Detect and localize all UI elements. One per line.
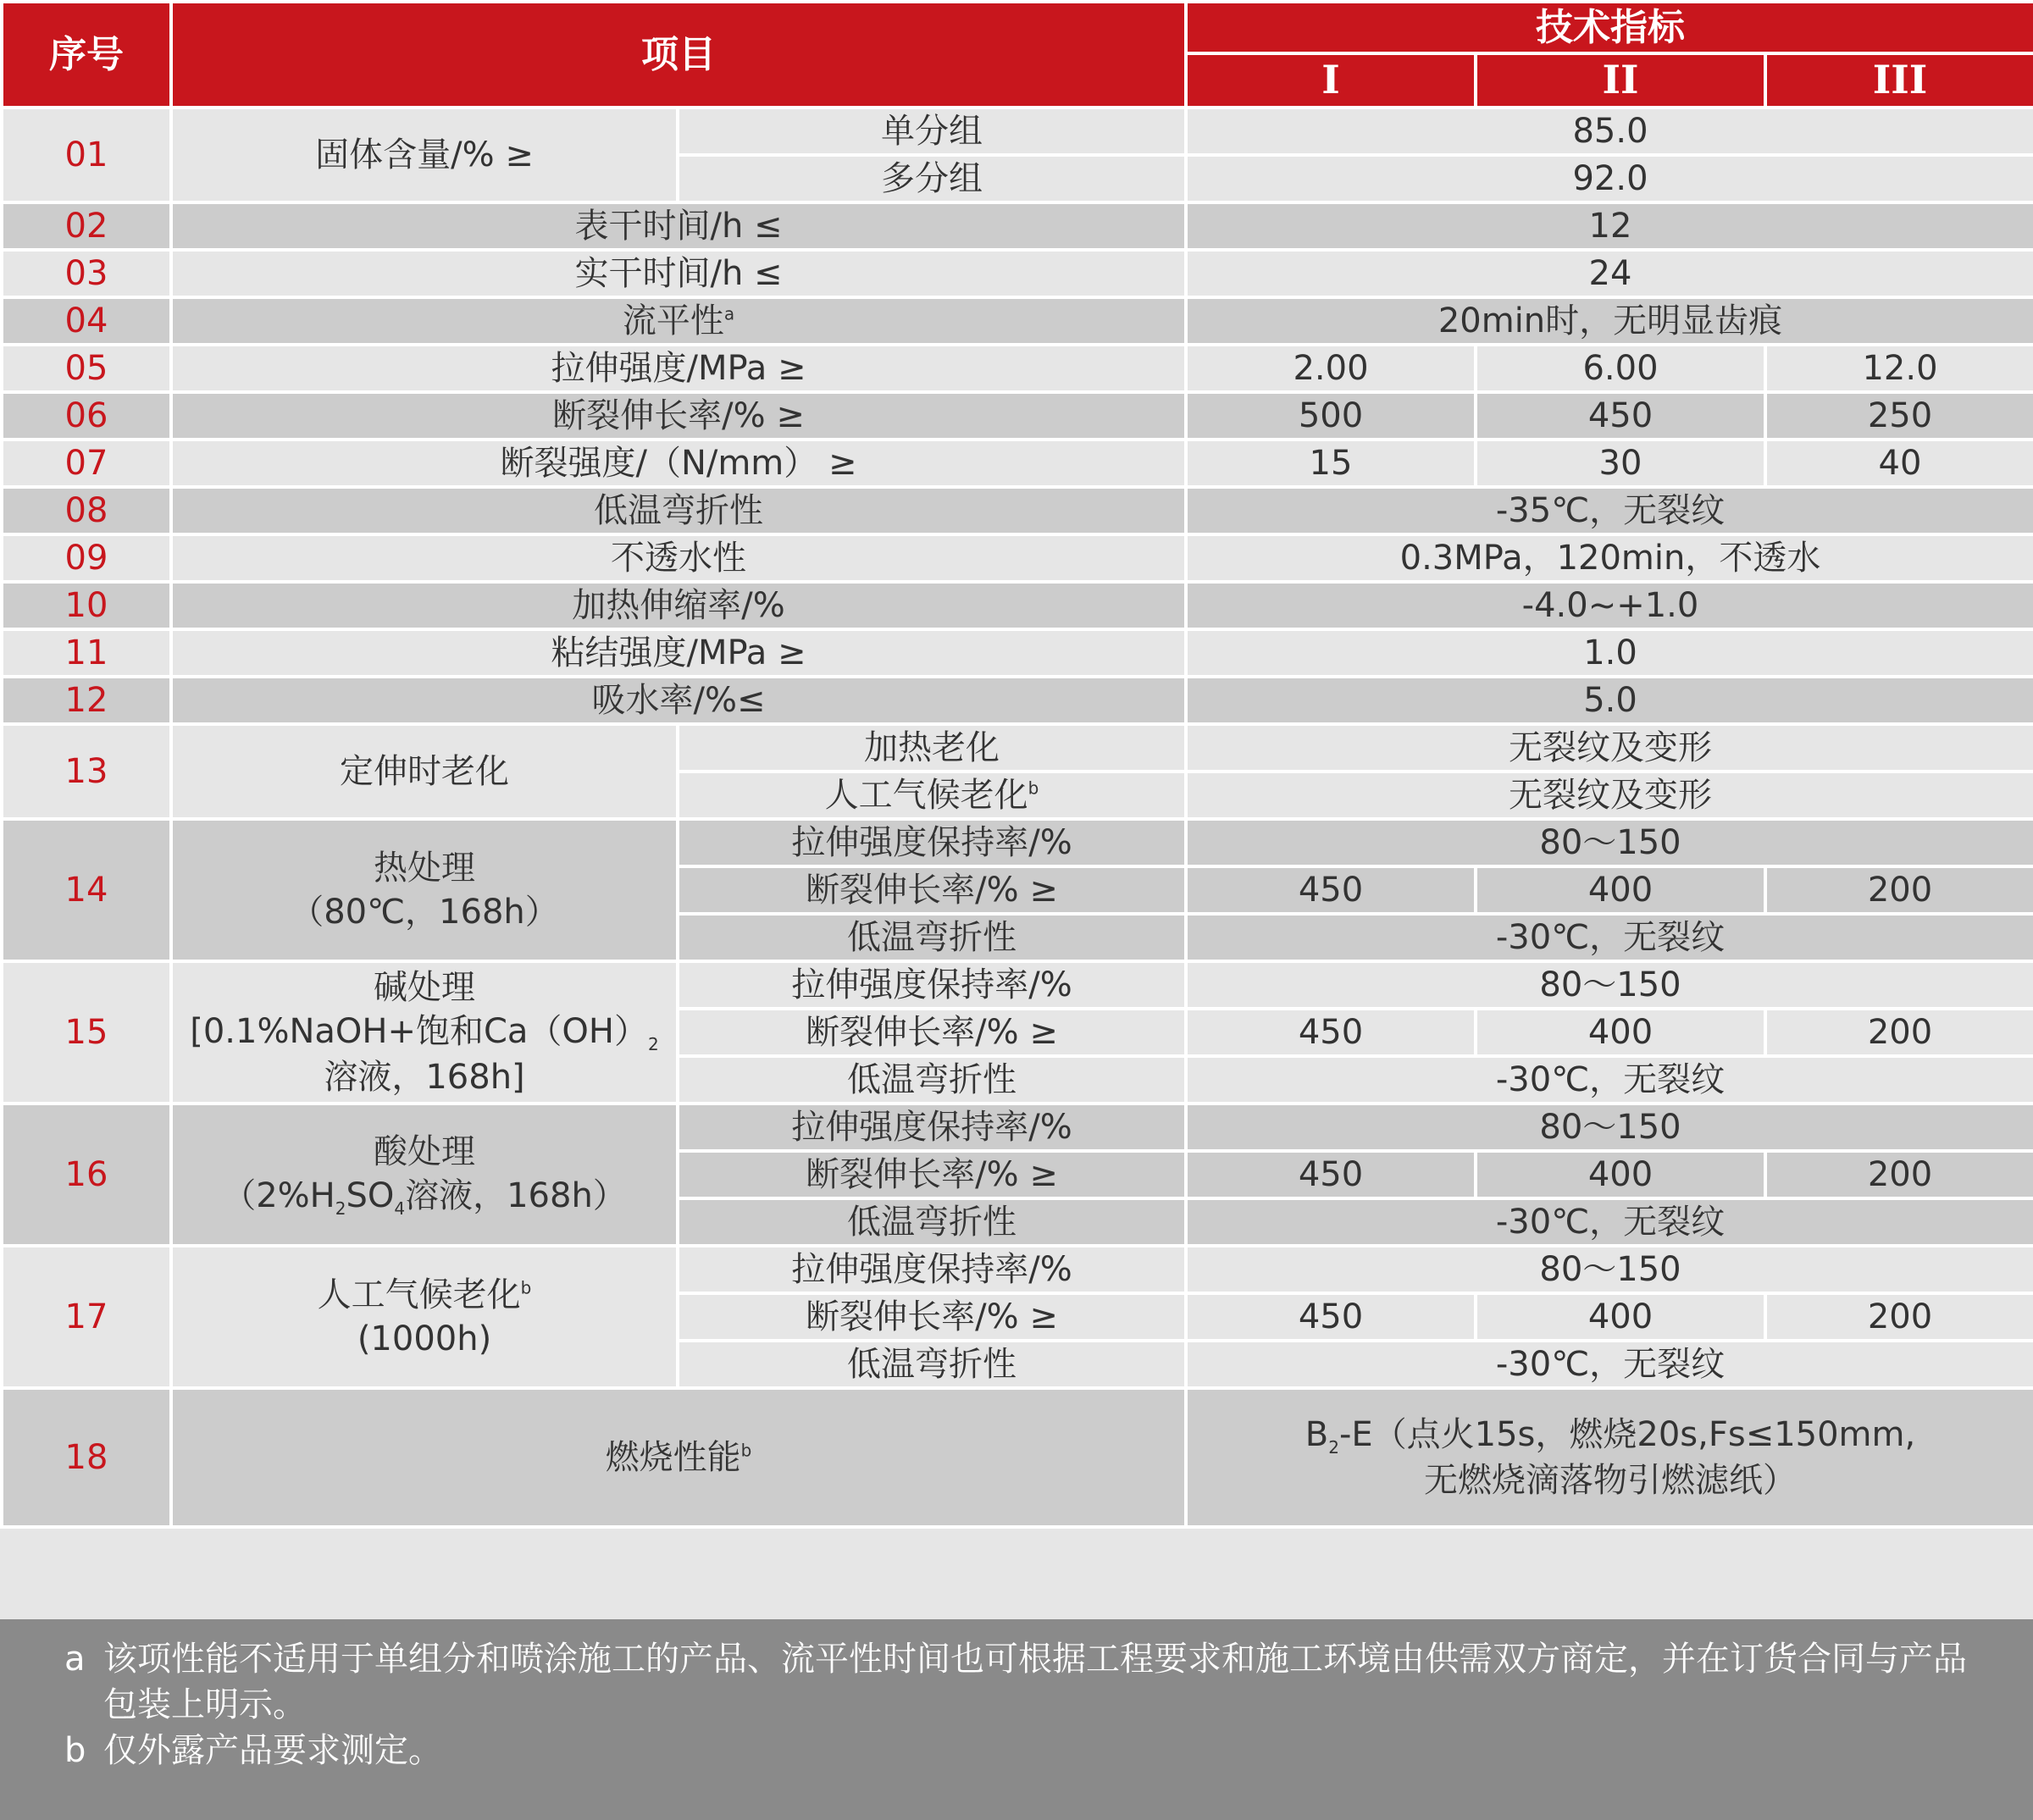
item-name [171,1388,1186,1527]
item-name: 实干时间/h ≤ [171,250,1186,297]
item-name: 固体含量/% ≥ [171,108,678,202]
value [1186,1388,2033,1527]
footnote-mark: a [723,303,735,324]
item-name: 吸水率/%≤ [171,677,1186,724]
sub-item: 拉伸强度保持率/% [678,1246,1186,1293]
item-name: 不透水性 [171,534,1186,582]
item-name: 加热伸缩率/% [171,582,1186,629]
sub-item: 拉伸强度保持率/% [678,819,1186,866]
sub-item: 低温弯折性 [678,1341,1186,1388]
sub-item: 拉伸强度保持率/% [678,961,1186,1009]
row-number: 13 [2,724,171,819]
sub-item: 多分组 [678,155,1186,202]
item-name-line: 酸处理 [374,1131,475,1171]
item-name-text: [0.1%NaOH+饱和Ca（OH） [190,1011,648,1051]
table-row [2,202,2033,250]
row-number: 18 [2,1388,171,1527]
value-grade-2: 450 [1476,392,1765,440]
table-row [2,345,2033,392]
value-grade-3: 200 [1765,1151,2033,1198]
header-seq: 序号 [2,2,171,108]
row-number: 12 [2,677,171,724]
item-name-line: 热处理 [374,848,475,888]
item-name-line [173,1273,676,1317]
item-name [171,1104,678,1246]
table-row [2,108,2033,155]
table-row [2,677,2033,724]
item-name-line: （80℃，168h） [290,892,559,932]
table-row [2,961,2033,1009]
footnote-mark: b [1028,777,1039,799]
sub-item: 加热老化 [678,724,1186,772]
item-name-text: 流平性 [622,301,724,340]
table-row [2,1246,2033,1293]
table-row [2,297,2033,345]
value: 80～150 [1186,961,2033,1009]
value-grade-1: 2.00 [1186,345,1476,392]
item-name: 粘结强度/MPa ≥ [171,629,1186,677]
value: -30℃，无裂纹 [1186,914,2033,961]
row-number: 02 [2,202,171,250]
value-grade-1: 450 [1186,1151,1476,1198]
value-grade-3: 200 [1765,1009,2033,1056]
sub-item: 低温弯折性 [678,1056,1186,1104]
row-number: 14 [2,819,171,961]
item-name: 断裂伸长率/% ≥ [171,392,1186,440]
value: 无裂纹及变形 [1186,772,2033,819]
table-row [2,392,2033,440]
value: 12 [1186,202,2033,250]
subscript: 2 [335,1198,346,1219]
value-grade-2: 6.00 [1476,345,1765,392]
item-name-line: (1000h) [357,1319,492,1358]
value-grade-3: 40 [1765,440,2033,487]
value-line [1188,1413,2033,1458]
row-number: 04 [2,297,171,345]
value-grade-1: 15 [1186,440,1476,487]
value-grade-3: 200 [1765,1293,2033,1341]
grade-3: III [1765,53,2033,108]
value: 1.0 [1186,629,2033,677]
subscript: 2 [648,1033,659,1054]
value-grade-2: 400 [1476,1293,1765,1341]
footnote-mark: a [64,1640,86,1679]
footnotes [0,1619,2033,1820]
item-name: 断裂强度/（N/mm） ≥ [171,440,1186,487]
subscript: 2 [1328,1436,1339,1458]
table-row [2,724,2033,772]
row-number: 08 [2,487,171,534]
value-grade-2: 400 [1476,1009,1765,1056]
item-name: 定伸时老化 [171,724,678,819]
table-row [2,250,2033,297]
footnote-a [64,1636,1999,1728]
table-row [2,629,2033,677]
row-number: 10 [2,582,171,629]
footnote-text: 该项性能不适用于单组分和喷涂施工的产品、流平性时间也可根据工程要求和施工环境由供需双方商定，并在订货合同与产品包装上明示。 [103,1640,1967,1724]
sub-item: 断裂伸长率/% ≥ [678,1151,1186,1198]
sub-item: 断裂伸长率/% ≥ [678,1009,1186,1056]
value: 80～150 [1186,1104,2033,1151]
table-row [2,534,2033,582]
value-text: -E（点火15s，燃烧20s,Fs≤150mm, [1338,1414,1916,1454]
table-row [2,819,2033,866]
value: 20min时，无明显齿痕 [1186,297,2033,345]
value: 24 [1186,250,2033,297]
item-name [171,819,678,961]
sub-item: 低温弯折性 [678,914,1186,961]
sub-item [678,772,1186,819]
row-number: 15 [2,961,171,1104]
value: 80～150 [1186,1246,2033,1293]
value: 无裂纹及变形 [1186,724,2033,772]
item-name: 低温弯折性 [171,487,1186,534]
value-grade-1: 500 [1186,392,1476,440]
header-tech: 技术指标 [1186,2,2033,53]
value-grade-1: 450 [1186,1009,1476,1056]
item-name-text: 燃烧性能 [605,1437,741,1477]
value: -30℃，无裂纹 [1186,1056,2033,1104]
grade-1: I [1186,53,1476,108]
footnote-mark: b [740,1440,752,1461]
footnote-mark: b [64,1731,86,1770]
value-grade-3: 200 [1765,866,2033,914]
item-name: 拉伸强度/MPa ≥ [171,345,1186,392]
item-name [171,1246,678,1388]
value: -4.0~+1.0 [1186,582,2033,629]
sub-item-text: 人工气候老化 [824,775,1028,815]
value-line: 无燃烧滴落物引燃滤纸） [1424,1460,1797,1500]
item-name-line: 溶液，168h] [324,1057,525,1097]
value-grade-2: 400 [1476,866,1765,914]
row-number: 17 [2,1246,171,1388]
row-number: 07 [2,440,171,487]
item-name [171,297,1186,345]
table-row [2,487,2033,534]
header-row [2,2,2033,53]
footnote-text: 仅外露产品要求测定。 [103,1731,442,1770]
row-number: 01 [2,108,171,202]
value: -35℃，无裂纹 [1186,487,2033,534]
sub-item: 低温弯折性 [678,1198,1186,1246]
value: 5.0 [1186,677,2033,724]
item-name-line [173,1010,676,1055]
value-grade-2: 30 [1476,440,1765,487]
row-number: 11 [2,629,171,677]
table-row [2,1388,2033,1527]
value: 85.0 [1186,108,2033,155]
row-number: 05 [2,345,171,392]
value: -30℃，无裂纹 [1186,1341,2033,1388]
value-grade-1: 450 [1186,1293,1476,1341]
footnote-b [64,1728,1999,1773]
sub-item: 单分组 [678,108,1186,155]
item-name [171,961,678,1104]
item-name-text: 溶液，168h） [405,1176,627,1215]
row-number: 16 [2,1104,171,1246]
sub-item: 拉伸强度保持率/% [678,1104,1186,1151]
header-item: 项目 [171,2,1186,108]
row-number: 09 [2,534,171,582]
value: 92.0 [1186,155,2033,202]
item-name-line: 碱处理 [374,967,475,1007]
value-grade-2: 400 [1476,1151,1765,1198]
item-name-line [173,1174,676,1220]
item-name: 表干时间/h ≤ [171,202,1186,250]
subscript: 4 [394,1198,406,1219]
item-name-text: （2%H [222,1176,335,1215]
table-row [2,440,2033,487]
footnote-mark: b [520,1277,532,1298]
row-number: 03 [2,250,171,297]
value-grade-1: 450 [1186,866,1476,914]
value: -30℃，无裂纹 [1186,1198,2033,1246]
table-row [2,1104,2033,1151]
value: 0.3MPa，120min，不透水 [1186,534,2033,582]
sub-item: 断裂伸长率/% ≥ [678,866,1186,914]
value-grade-3: 250 [1765,392,2033,440]
table-row [2,582,2033,629]
grade-2: II [1476,53,1765,108]
sub-item: 断裂伸长率/% ≥ [678,1293,1186,1341]
item-name-text: SO [346,1176,395,1215]
value: 80～150 [1186,819,2033,866]
value-grade-3: 12.0 [1765,345,2033,392]
value-text: B [1305,1414,1329,1454]
item-name-text: 人工气候老化 [317,1275,521,1314]
row-number: 06 [2,392,171,440]
